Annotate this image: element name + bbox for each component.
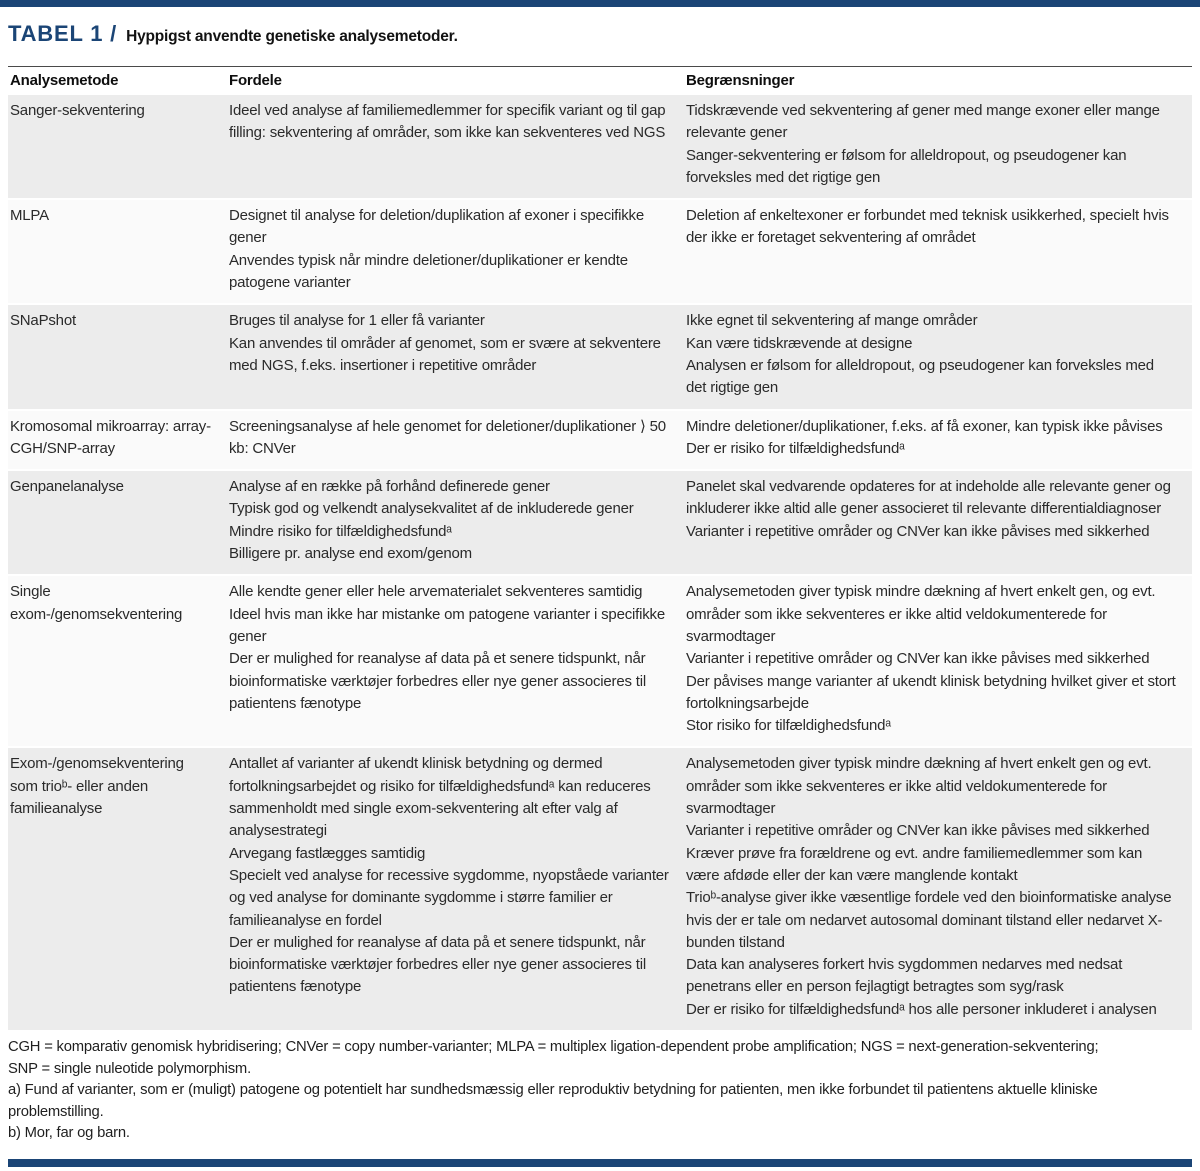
genetic-methods-table — [8, 66, 1192, 1030]
header-begraensninger: Begrænsninger — [686, 67, 1192, 95]
cell-paragraph: Single exom-/genomsekventering — [10, 583, 183, 623]
footnote-line: CGH = komparativ genomisk hybridisering; CNVer = copy number-varianter; MLPA = multiplex ligation-dependent probe amplification; NGS = next-generation-sekventering; — [8, 1038, 1099, 1055]
table-body — [8, 95, 1192, 1030]
begraensninger-cell — [686, 574, 1192, 746]
cell-paragraph: Analysen er følsom for alleldropout, og pseudogener kan forveksles med det rigtige gen — [686, 356, 1154, 397]
cell-paragraph: Bruges til analyse for 1 eller få varianter — [229, 312, 485, 330]
cell-paragraph: Ikke egnet til sekventering af mange områder — [686, 312, 978, 330]
cell-paragraph: Specielt ved analyse for recessive sygdomme, nyopståede varianter og ved analyse for dominante sygdomme i større familier er familieanalyse en fordel — [229, 866, 669, 929]
table-row — [8, 303, 1192, 408]
footnote-line: b) Mor, far og barn. — [8, 1125, 130, 1142]
cell-paragraph: Ideel ved analyse af familiemedlemmer for specifik variant og til gap filling: sekventering af områder, som ikke kan sekventeres ved NGS — [229, 102, 666, 142]
cell-paragraph: Varianter i repetitive områder og CNVer kan ikke påvises med sikkerhed — [686, 822, 1150, 840]
method-cell — [8, 95, 229, 198]
header-analysemetode: Analysemetode — [8, 67, 229, 95]
cell-paragraph: Varianter i repetitive områder og CNVer kan ikke påvises med sikkerhed — [686, 522, 1150, 540]
cell-paragraph: Sanger-sekventering er følsom for alleldropout, og pseudogener kan forveksles med det rigtige gen — [686, 146, 1127, 186]
cell-paragraph: Kan anvendes til områder af genomet, som er svære at sekventere med NGS, f.eks. insertioner i repetitive områder — [229, 334, 661, 374]
cell-paragraph: Ideel hvis man ikke har mistanke om patogene varianter i specifikke gener — [229, 605, 665, 645]
cell-paragraph: Genpanelanalyse — [10, 478, 124, 496]
fordele-cell — [229, 303, 686, 408]
fordele-cell — [229, 746, 686, 1030]
method-cell — [8, 198, 229, 303]
fordele-cell — [229, 574, 686, 746]
method-cell — [8, 303, 229, 408]
method-cell — [8, 574, 229, 746]
cell-paragraph: Stor risiko for tilfældighedsfundᵃ — [686, 717, 891, 735]
footnote-line: SNP = single nuleotide polymorphism. — [8, 1060, 251, 1077]
cell-paragraph: Alle kendte gener eller hele arvematerialet sekventeres samtidig — [229, 583, 643, 601]
table-row — [8, 746, 1192, 1030]
method-cell — [8, 746, 229, 1030]
fordele-cell — [229, 95, 686, 198]
cell-paragraph: Analyse af en række på forhånd definerede gener — [229, 478, 550, 496]
cell-paragraph: Der er risiko for tilfældighedsfundᵃ hos alle personer inkluderet i analysen — [686, 1000, 1157, 1018]
cell-paragraph: Screeningsanalyse af hele genomet for deletioner/duplikationer ⟩ 50 kb: CNVer — [229, 417, 666, 457]
cell-paragraph: Mindre deletioner/duplikationer, f.eks. af få exoner, kan typisk ikke påvises — [686, 417, 1163, 435]
header-row — [8, 67, 1192, 95]
cell-paragraph: MLPA — [10, 207, 49, 225]
method-cell — [8, 409, 229, 470]
cell-paragraph: Deletion af enkeltexoner er forbundet med teknisk usikkerhed, specielt hvis der ikke er foretaget sekventering af området — [686, 207, 1169, 247]
cell-paragraph: Kromosomal mikroarray: array-CGH/SNP-array — [10, 417, 211, 457]
top-accent-bar — [0, 0, 1200, 7]
content — [0, 7, 1200, 1159]
cell-paragraph: Panelet skal vedvarende opdateres for at indeholde alle relevante gener og inkluderer ikke altid alle gener associeret til relevante differentialdiagnoser — [686, 478, 1171, 518]
begraensninger-cell — [686, 409, 1192, 470]
cell-paragraph: Billigere pr. analyse end exom/genom — [229, 545, 472, 563]
begraensninger-cell — [686, 469, 1192, 574]
cell-paragraph: Antallet af varianter af ukendt klinisk betydning og dermed fortolkningsarbejdet og risiko for tilfældighedsfundᵃ kan reduceres sammenholdt med single exom-sekventering alt efter valg af analysestrategi — [229, 755, 651, 840]
table-row — [8, 574, 1192, 746]
table-subtitle: Hyppigst anvendte genetiske analysemetoder. — [126, 28, 458, 45]
cell-paragraph: Trioᵇ-analyse giver ikke væsentlige fordele ved den bioinformatiske analyse hvis der er tale om nedarvet autosomal dominant tilstand eller nedarvet X-bunden tilstand — [686, 889, 1172, 951]
cell-paragraph: Der er mulighed for reanalyse af data på et senere tidspunkt, når bioinformatiske værktøjer forbedres eller nye gener associeres til patientens fænotype — [229, 933, 646, 996]
cell-paragraph: Sanger-sekventering — [10, 102, 145, 119]
cell-paragraph: Kan være tidskrævende at designe — [686, 334, 913, 352]
fordele-cell — [229, 198, 686, 303]
fordele-cell — [229, 409, 686, 470]
cell-paragraph: Der er risiko for tilfældighedsfundᵃ — [686, 439, 905, 457]
cell-paragraph: Exom-/genomsekventering som trioᵇ- eller anden familieanalyse — [10, 755, 184, 818]
spacer — [8, 1145, 1192, 1159]
footnotes — [8, 1037, 1192, 1145]
cell-paragraph: Typisk god og velkendt analysekvalitet af de inkluderede gener — [229, 500, 634, 518]
begraensninger-cell — [686, 198, 1192, 303]
cell-paragraph: Der er mulighed for reanalyse af data på et senere tidspunkt, når bioinformatiske værktøjer forbedres eller nye gener associeres til patientens fænotype — [229, 650, 646, 712]
table-row — [8, 409, 1192, 470]
cell-paragraph: Designet til analyse for deletion/duplikation af exoner i specifikke gener — [229, 207, 644, 247]
cell-paragraph: Analysemetoden giver typisk mindre dækning af hvert enkelt gen og evt. områder som ikke sekventeres er ikke altid veldokumenterede for svarmodtager — [686, 755, 1152, 818]
bottom-accent-bar — [8, 1159, 1192, 1167]
table-row — [8, 95, 1192, 198]
begraensninger-cell — [686, 303, 1192, 408]
method-cell — [8, 469, 229, 574]
footnote-line: a) Fund af varianter, som er (muligt) patogene og potentielt har sundhedsmæssig eller reproduktiv betydning for patienten, men ikke forbundet til patientens aktuelle kliniske problemstilling. — [8, 1082, 1098, 1120]
begraensninger-cell — [686, 95, 1192, 198]
cell-paragraph: Anvendes typisk når mindre deletioner/duplikationer er kendte patogene varianter — [229, 251, 628, 292]
table-number-label: TABEL 1 / — [8, 21, 118, 46]
cell-paragraph: Tidskrævende ved sekventering af gener med mange exoner eller mange relevante gener — [686, 102, 1160, 142]
cell-paragraph: Analysemetoden giver typisk mindre dækning af hvert enkelt gen, og evt. områder som ikke sekventeres er ikke altid veldokumenterede for svarmodtager — [686, 583, 1156, 645]
cell-paragraph: Varianter i repetitive områder og CNVer kan ikke påvises med sikkerhed — [686, 650, 1150, 668]
table-row — [8, 469, 1192, 574]
cell-paragraph: Mindre risiko for tilfældighedsfundᵃ — [229, 522, 452, 540]
begraensninger-cell — [686, 746, 1192, 1030]
cell-paragraph: Kræver prøve fra forældrene og evt. andre familiemedlemmer som kan være afdøde eller der kan være manglende kontakt — [686, 844, 1143, 884]
header-fordele: Fordele — [229, 67, 686, 95]
cell-paragraph: SNaPshot — [10, 312, 76, 330]
table-title — [8, 21, 1192, 47]
table-row — [8, 198, 1192, 303]
cell-paragraph: Arvegang fastlægges samtidig — [229, 844, 426, 862]
cell-paragraph: Der påvises mange varianter af ukendt klinisk betydning hvilket giver et stort fortolkningsarbejde — [686, 672, 1176, 712]
cell-paragraph: Data kan analyseres forkert hvis sygdommen nedarves med nedsat penetrans eller en person fejlagtigt betragtes som syg/rask — [686, 956, 1123, 996]
fordele-cell — [229, 469, 686, 574]
table-header — [8, 67, 1192, 95]
